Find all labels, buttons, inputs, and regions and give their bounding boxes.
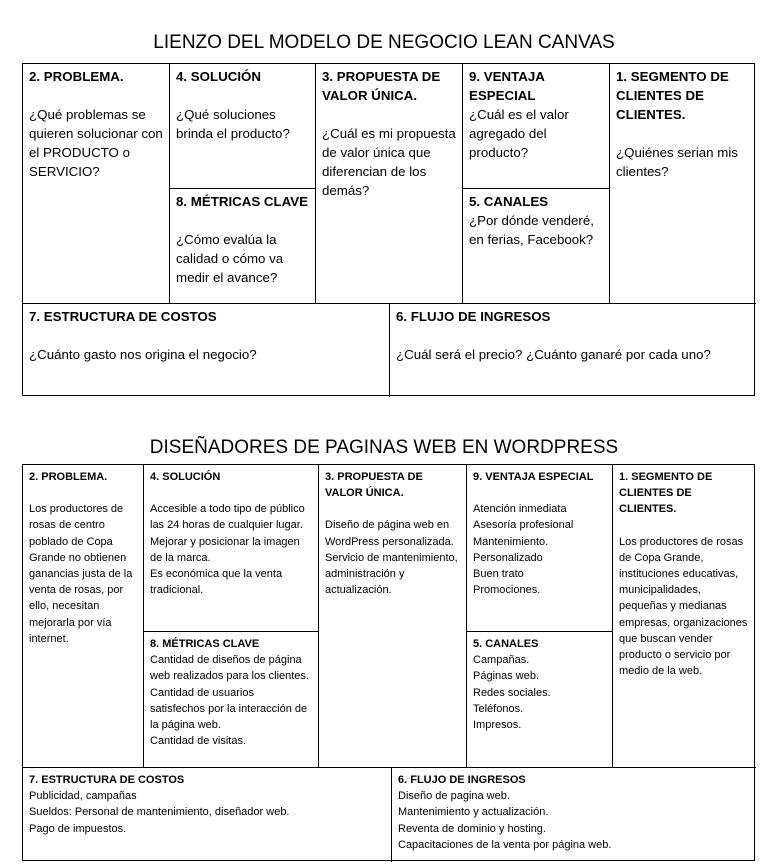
segmento-heading: 1. SEGMENTO DE CLIENTES DE CLIENTES. bbox=[619, 471, 713, 516]
canvas1-title: LIENZO DEL MODELO DE NEGOCIO LEAN CANVAS bbox=[153, 32, 615, 53]
cell-metricas bbox=[170, 189, 316, 304]
ingresos-line: Diseño de pagina web. bbox=[398, 790, 510, 803]
canales-line: Impresos. bbox=[473, 719, 522, 732]
propuesta-text: ¿Cuál es mi propuesta de valor única que diferencian de los demás? bbox=[322, 126, 456, 198]
segmento-heading: 1. SEGMENTO DE CLIENTES DE CLIENTES. bbox=[616, 69, 729, 122]
problema-text: Los productores de rosas de centro poblado de Copa Grande no obtienen ganancias justa de la venta de rosas, por ello, necesitan mejorarla por vía internet. bbox=[29, 503, 133, 645]
propuesta-heading: 3. PROPUESTA DE VALOR ÚNICA. bbox=[325, 471, 423, 500]
ventaja-line: Promociones. bbox=[473, 584, 541, 597]
canales-line: Redes sociales. bbox=[473, 686, 551, 699]
costos-text: ¿Cuánto gasto nos origina el negocio? bbox=[29, 347, 257, 362]
costos-heading: 7. ESTRUCTURA DE COSTOS bbox=[29, 774, 185, 786]
ventaja-heading: 9. VENTAJA ESPECIAL bbox=[473, 471, 594, 483]
cell-canales bbox=[467, 632, 613, 768]
propuesta-text: Diseño de página web en WordPress personalizada. Servicio de mantenimiento, administración y actualización. bbox=[325, 519, 458, 597]
ingresos-heading: 6. FLUJO DE INGRESOS bbox=[396, 309, 551, 324]
cell-canales bbox=[463, 189, 610, 304]
propuesta-heading: 3. PROPUESTA DE VALOR ÚNICA. bbox=[322, 69, 441, 103]
canvas2-title: DISEÑADORES DE PAGINAS WEB EN WORDPRESS bbox=[149, 437, 619, 458]
cell-propuesta bbox=[316, 64, 463, 304]
lean-canvas-template bbox=[22, 63, 755, 396]
ingresos-text: ¿Cuál será el precio? ¿Cuánto ganaré por cada uno? bbox=[396, 347, 711, 362]
cell-metricas bbox=[144, 632, 319, 768]
cell-ventaja bbox=[463, 64, 610, 189]
cell-solucion bbox=[144, 465, 319, 632]
ingresos-line: Reventa de dominio y hosting. bbox=[398, 822, 546, 835]
ventaja-line: Asesoría profesional bbox=[473, 519, 574, 532]
costos-line: Sueldos: Personal de mantenimiento, diseñador web. bbox=[29, 806, 290, 819]
metricas-line: Cantidad de visitas. bbox=[150, 735, 246, 748]
solucion-heading: 4. SOLUCIÓN bbox=[176, 69, 261, 84]
solucion-line: Mejorar y posicionar la imagen de la marca. bbox=[150, 535, 303, 564]
costos-heading: 7. ESTRUCTURA DE COSTOS bbox=[29, 309, 217, 324]
segmento-text: ¿Quiénes serian mis clientes? bbox=[616, 145, 738, 179]
metricas-heading: 8. MÉTRICAS CLAVE bbox=[176, 194, 308, 209]
ventaja-line: Buen trato bbox=[473, 568, 524, 581]
metricas-line: Cantidad de diseños de página web realizados para los clientes. bbox=[150, 654, 309, 683]
cell-segmento bbox=[613, 465, 756, 768]
metricas-heading: 8. MÉTRICAS CLAVE bbox=[150, 638, 260, 650]
solucion-line: Accesible a todo tipo de público las 24 horas de cualquier lugar. bbox=[150, 503, 308, 532]
problema-text: ¿Qué problemas se quieren solucionar con el PRODUCTO o SERVICIO? bbox=[29, 107, 163, 179]
canales-text: ¿Por dónde venderé, en ferias, Facebook? bbox=[469, 213, 594, 247]
lean-canvas-filled bbox=[22, 464, 755, 861]
cell-propuesta bbox=[319, 465, 467, 768]
segmento-text: Los productores de rosas de Copa Grande, instituciones educativas, municipalidades, pequeñas y medianas empresas, organizaciones que buscan vender producto o servicio por medio de la web. bbox=[619, 535, 748, 678]
cell-ventaja bbox=[467, 465, 613, 632]
metricas-line: Cantidad de usuarios satisfechos por la interacción de la página web. bbox=[150, 686, 311, 732]
cell-costos bbox=[23, 768, 392, 862]
solucion-heading: 4. SOLUCIÓN bbox=[150, 471, 221, 483]
ventaja-line: Atención inmediata bbox=[473, 503, 567, 516]
canales-heading: 5. CANALES bbox=[473, 638, 539, 650]
metricas-text: ¿Cómo evalúa la calidad o cómo va medir el avance? bbox=[176, 232, 284, 285]
solucion-text: ¿Qué soluciones brinda el producto? bbox=[176, 107, 290, 141]
canales-heading: 5. CANALES bbox=[469, 194, 549, 209]
problema-heading: 2. PROBLEMA. bbox=[29, 69, 124, 84]
costos-line: Pago de impuestos. bbox=[29, 822, 127, 835]
solucion-line: Es económica que la venta tradicional. bbox=[150, 568, 286, 597]
canales-line: Páginas web. bbox=[473, 670, 540, 683]
canales-line: Campañas. bbox=[473, 654, 530, 667]
canales-line: Teléfonos. bbox=[473, 702, 524, 715]
ingresos-heading: 6. FLUJO DE INGRESOS bbox=[398, 774, 526, 786]
cell-solucion bbox=[170, 64, 316, 189]
cell-segmento bbox=[610, 64, 756, 304]
costos-line: Publicidad, campañas bbox=[29, 790, 137, 803]
cell-ingresos bbox=[392, 768, 756, 862]
cell-ingresos bbox=[390, 304, 756, 397]
cell-problema bbox=[23, 465, 144, 768]
ventaja-heading: 9. VENTAJA ESPECIAL bbox=[469, 69, 545, 103]
ingresos-line: Capacitaciones de la venta por página web. bbox=[398, 838, 612, 851]
ingresos-line: Mantenimiento y actualización. bbox=[398, 806, 549, 819]
ventaja-line: Mantenimiento. bbox=[473, 535, 549, 548]
ventaja-text: ¿Cuál es el valor agregado del producto? bbox=[469, 107, 569, 160]
ventaja-line: Personalizado bbox=[473, 551, 543, 564]
problema-heading: 2. PROBLEMA. bbox=[29, 471, 108, 483]
cell-costos bbox=[23, 304, 390, 397]
cell-problema bbox=[23, 64, 170, 304]
